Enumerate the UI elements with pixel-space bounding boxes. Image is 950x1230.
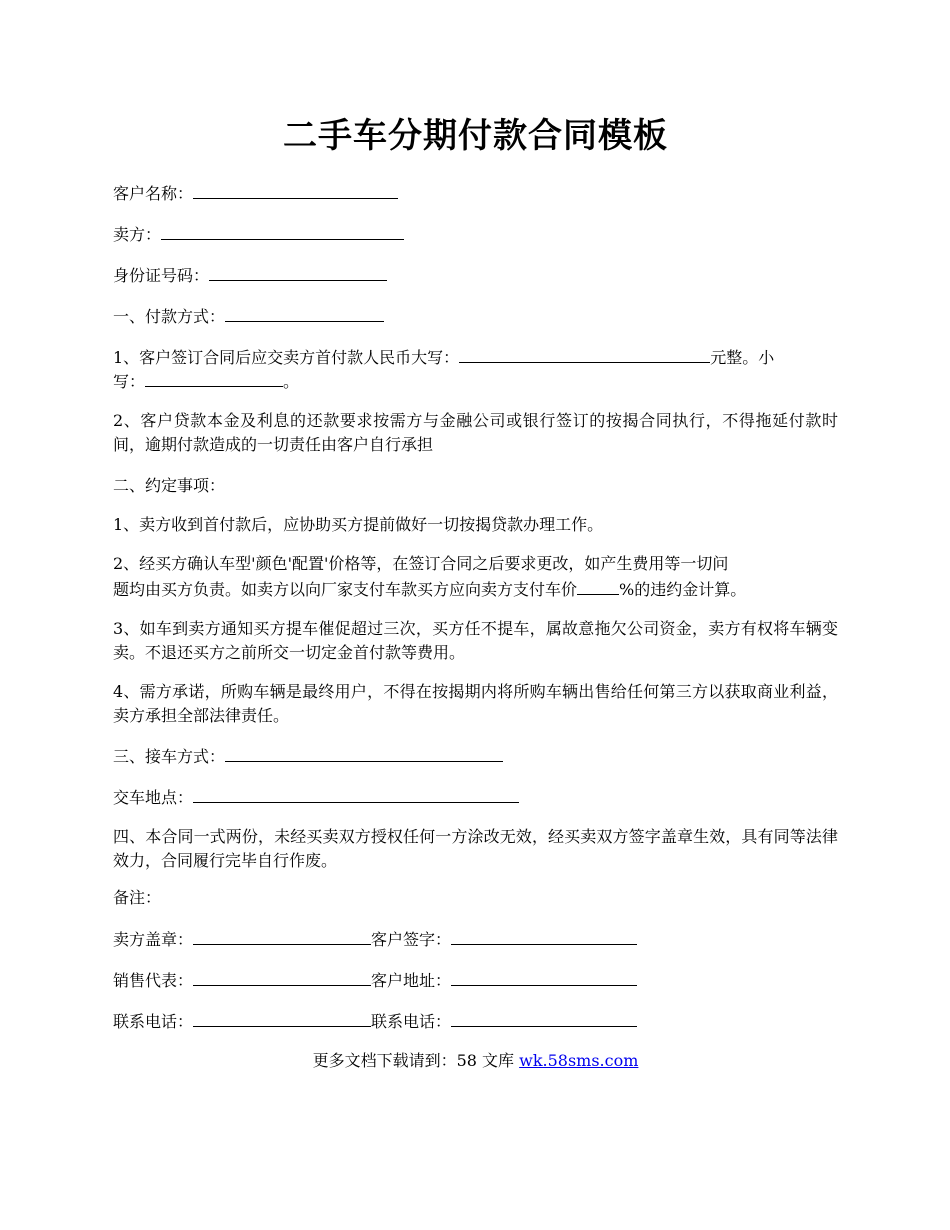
seller-blank	[161, 221, 404, 240]
footer-link[interactable]: wk.58sms.com	[519, 1051, 639, 1070]
item2-3: 3、如车到卖方通知买方提车催促超过三次，买方任不提车，属故意拖欠公司资金，卖方有权将车辆变卖。不退还买方之前所交一切定金首付款等费用。	[113, 619, 838, 662]
delivery-location-row	[113, 784, 838, 810]
footer-prefix: 更多文档下载请到：58 文库	[312, 1051, 520, 1070]
seller-label: 卖方：	[113, 225, 162, 244]
section2-heading: 二、约定事项：	[113, 476, 226, 495]
customer-phone-blank	[451, 1008, 637, 1027]
customer-name-blank	[193, 180, 398, 199]
section3-row	[113, 743, 838, 769]
seller-seal-label: 卖方盖章：	[113, 930, 194, 949]
item1-1-suffix: 元整。小	[710, 348, 775, 367]
delivery-location-label: 交车地点：	[113, 788, 194, 807]
down-payment-words-blank	[459, 344, 710, 363]
document-title: 二手车分期付款合同模板	[283, 116, 668, 156]
item2-2-line2	[113, 576, 838, 602]
section4: 四、本合同一式两份，未经买卖双方授权任何一方涂改无效，经买卖双方签字盖章生效，具有同等法律效力，合同履行完毕自行作废。	[113, 827, 838, 870]
customer-name-label: 客户名称：	[113, 184, 194, 203]
penalty-percent-blank	[577, 576, 619, 595]
seller-row	[113, 221, 838, 247]
section1-row	[113, 303, 838, 329]
item1-1-end: 。	[283, 372, 300, 391]
pickup-method-blank	[225, 743, 503, 762]
item1-1-line2-label: 写：	[113, 372, 146, 391]
section3-heading: 三、接车方式：	[113, 747, 226, 766]
customer-signature-blank	[451, 926, 637, 945]
item1-1-line1	[113, 344, 838, 370]
item1-1-line2	[113, 368, 838, 394]
item2-2-line1: 2、经买方确认车型'颜色'配置'价格等，在签订合同之后要求更改，如产生费用等一切问	[113, 554, 729, 573]
customer-address-label: 客户地址：	[371, 971, 452, 990]
customer-address-blank	[451, 967, 637, 986]
id-number-row	[113, 262, 838, 288]
payment-method-blank	[225, 303, 384, 322]
item2-2-text: 题均由买方负责。如卖方以向厂家支付车款买方应向卖方支付车价	[113, 580, 578, 599]
section1-heading: 一、付款方式：	[113, 307, 226, 326]
sales-rep-blank	[193, 967, 371, 986]
id-number-blank	[209, 262, 387, 281]
seller-seal-blank	[193, 926, 371, 945]
seller-phone-label: 联系电话：	[113, 1012, 194, 1031]
remarks-label: 备注：	[113, 888, 162, 907]
seller-phone-blank	[193, 1008, 371, 1027]
customer-signature-label: 客户签字：	[371, 930, 452, 949]
footer	[113, 1049, 838, 1073]
item1-1-text: 1、客户签订合同后应交卖方首付款人民币大写：	[113, 348, 460, 367]
item2-4: 4、需方承诺，所购车辆是最终用户，不得在按揭期内将所购车辆出售给任何第三方以获取商业利益，卖方承担全部法律责任。	[113, 682, 838, 725]
seal-signature-row	[113, 926, 838, 952]
down-payment-figures-blank	[145, 368, 283, 387]
delivery-location-blank	[193, 784, 519, 803]
sales-rep-label: 销售代表：	[113, 971, 194, 990]
phone-row	[113, 1008, 838, 1034]
item1-2: 2、客户贷款本金及利息的还款要求按需方与金融公司或银行签订的按揭合同执行，不得拖延付款时间，逾期付款造成的一切责任由客户自行承担	[113, 411, 838, 454]
item2-2-suffix: %的违约金计算。	[619, 580, 747, 599]
item2-1: 1、卖方收到首付款后，应协助买方提前做好一切按揭贷款办理工作。	[113, 515, 604, 534]
id-number-label: 身份证号码：	[113, 266, 210, 285]
customer-name-row	[113, 180, 838, 206]
customer-phone-label: 联系电话：	[371, 1012, 452, 1031]
sales-address-row	[113, 967, 838, 993]
